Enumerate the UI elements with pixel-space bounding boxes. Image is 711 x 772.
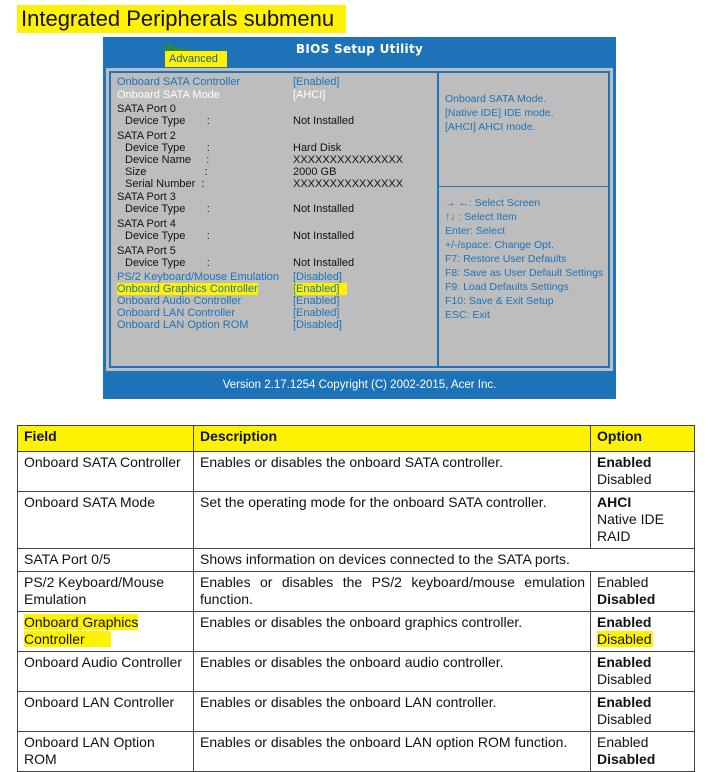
key-help-esc: ESC: Exit <box>445 309 490 321</box>
bios-divider <box>437 73 439 366</box>
option-default: Enabled <box>597 614 652 630</box>
row-field <box>18 612 194 652</box>
bios-item-lan-option-rom[interactable]: Onboard LAN Option ROM <box>117 319 249 331</box>
bios-item-sata-port-2: SATA Port 2 <box>117 130 176 142</box>
option: Disabled <box>597 711 652 727</box>
key-help-f10: F10: Save & Exit Setup <box>445 295 554 307</box>
option-default: AHCI <box>597 494 632 510</box>
table-row <box>18 549 695 572</box>
bios-value-audio-controller[interactable]: [Enabled] <box>293 295 340 307</box>
bios-item-port5-device-type: Device Type : <box>125 257 210 269</box>
bios-item-port0-device-type: Device Type : <box>125 115 210 127</box>
bios-panel <box>106 68 613 371</box>
bios-item-sata-port-5: SATA Port 5 <box>117 245 176 257</box>
bios-value-port0-device-type: Not Installed <box>293 115 355 127</box>
bios-item-ps2-emulation[interactable]: PS/2 Keyboard/Mouse Emulation <box>117 271 280 283</box>
row-field: Onboard SATA Controller <box>18 452 194 492</box>
bios-value-lan-option-rom[interactable]: [Disabled] <box>293 319 342 331</box>
help-line: [Native IDE] IDE mode. <box>445 107 554 119</box>
help-line: Onboard SATA Mode. <box>445 93 547 105</box>
bios-frame <box>109 71 610 368</box>
option-default: Disabled <box>597 591 656 607</box>
bios-item-port2-size: Size : <box>125 166 208 178</box>
bios-item-sata-controller[interactable]: Onboard SATA Controller <box>117 76 241 88</box>
table-row <box>18 612 695 652</box>
bios-item-port3-device-type: Device Type : <box>125 203 210 215</box>
option-default: Enabled <box>597 454 652 470</box>
row-description: Enables or disables the onboard graphics controller. <box>194 612 591 652</box>
bios-footer: Version 2.17.1254 Copyright (C) 2002-2015, Acer Inc. <box>222 379 497 391</box>
tab-advanced[interactable]: Advanced <box>165 51 227 67</box>
key-help-select-screen: → ←: Select Screen <box>445 197 541 209</box>
bios-value-sata-controller[interactable]: [Enabled] <box>293 76 340 88</box>
bios-item-lan-controller[interactable]: Onboard LAN Controller <box>117 307 236 319</box>
table-row <box>18 652 695 692</box>
key-help-enter: Enter: Select <box>445 225 506 237</box>
row-options <box>591 612 695 652</box>
table-row <box>18 452 695 492</box>
option: RAID <box>597 528 631 544</box>
row-description: Enables or disables the onboard SATA controller. <box>194 452 591 492</box>
table-header-row <box>18 426 695 452</box>
bios-value-ps2-emulation[interactable]: [Disabled] <box>293 271 342 283</box>
bios-value-port4-device-type: Not Installed <box>293 230 355 242</box>
option-default: Enabled <box>597 694 652 710</box>
bios-help-divider <box>439 186 608 187</box>
header-description: Description <box>194 426 591 452</box>
table-row <box>18 732 695 772</box>
table-row <box>18 692 695 732</box>
row-field: PS/2 Keyboard/Mouse Emulation <box>18 572 194 612</box>
bios-screenshot <box>103 37 616 399</box>
row-description: Enables or disables the onboard LAN controller. <box>194 692 591 732</box>
option-default: Enabled <box>597 654 652 670</box>
bios-value-lan-controller[interactable]: [Enabled] <box>293 307 340 319</box>
table-row <box>18 572 695 612</box>
row-description: Enables or disables the onboard LAN option ROM function. <box>194 732 591 772</box>
bios-title: BIOS Setup Utility <box>295 42 424 56</box>
row-field-highlight: Onboard Graphics Controller <box>24 614 139 647</box>
bios-value-graphics-label: [Enabled] <box>293 283 347 295</box>
key-help-f9: F9: Load Defaults Settings <box>445 281 569 293</box>
bios-item-graphics-controller[interactable] <box>117 284 258 296</box>
row-field: SATA Port 0/5 <box>18 549 194 572</box>
row-description: Set the operating mode for the onboard SATA controller. <box>194 492 591 549</box>
bios-value-port2-device-name: XXXXXXXXXXXXXXX <box>293 154 404 166</box>
bios-item-audio-controller[interactable]: Onboard Audio Controller <box>117 295 242 307</box>
bios-value-port2-size: 2000 GB <box>293 166 337 178</box>
bios-item-port2-device-type: Device Type : <box>125 142 210 154</box>
row-field: Onboard Audio Controller <box>18 652 194 692</box>
bios-item-graphics-label: Onboard Graphics Controller <box>117 283 258 295</box>
bios-item-sata-port-3: SATA Port 3 <box>117 191 176 203</box>
bios-item-port2-serial: Serial Number : <box>125 178 205 190</box>
bios-item-sata-port-4: SATA Port 4 <box>117 218 176 230</box>
row-field: Onboard SATA Mode <box>18 492 194 549</box>
option: Disabled <box>597 471 652 487</box>
option-highlight: Disabled <box>597 631 652 647</box>
key-help-change-opt: +/-/space: Change Opt. <box>445 239 554 251</box>
option-default: Disabled <box>597 751 656 767</box>
row-options <box>591 452 695 492</box>
key-help-f7: F7: Restore User Defaults <box>445 253 567 265</box>
header-option: Option <box>591 426 695 452</box>
help-line: [AHCI] AHCI mode. <box>445 121 536 133</box>
key-help-select-item: ↑↓ : Select Item <box>445 211 517 223</box>
row-options <box>591 492 695 549</box>
field-table <box>17 425 695 772</box>
row-options <box>591 652 695 692</box>
bios-value-port2-serial: XXXXXXXXXXXXXXX <box>293 178 404 190</box>
table-row <box>18 492 695 549</box>
option: Enabled <box>597 734 649 750</box>
option: Native IDE <box>597 511 664 527</box>
bios-item-port4-device-type: Device Type : <box>125 230 210 242</box>
row-field: Onboard LAN Controller <box>18 692 194 732</box>
row-options <box>591 692 695 732</box>
option: Disabled <box>597 671 652 687</box>
row-description: Enables or disables the onboard audio controller. <box>194 652 591 692</box>
bios-item-sata-mode[interactable]: Onboard SATA Mode <box>117 89 220 101</box>
header-field: Field <box>18 426 194 452</box>
bios-value-port5-device-type: Not Installed <box>293 257 355 269</box>
row-options <box>591 732 695 772</box>
option <box>597 631 689 648</box>
option: Enabled <box>597 574 649 590</box>
row-field: Onboard LAN Option ROM <box>18 732 194 772</box>
bios-value-sata-mode[interactable]: [AHCI] <box>293 89 326 101</box>
page-title: Integrated Peripherals submenu <box>17 5 346 33</box>
bios-value-port3-device-type: Not Installed <box>293 203 355 215</box>
key-help-f8: F8: Save as User Default Settings <box>445 267 604 279</box>
row-description: Enables or disables the PS/2 keyboard/mouse emulation function. <box>194 572 591 612</box>
bios-value-port2-device-type: Hard Disk <box>293 142 342 154</box>
row-description: Shows information on devices connected to the SATA ports. <box>194 549 695 572</box>
bios-item-sata-port-0: SATA Port 0 <box>117 103 176 115</box>
row-options <box>591 572 695 612</box>
bios-value-graphics-controller[interactable] <box>293 284 347 296</box>
bios-item-port2-device-name: Device Name : <box>125 154 210 166</box>
